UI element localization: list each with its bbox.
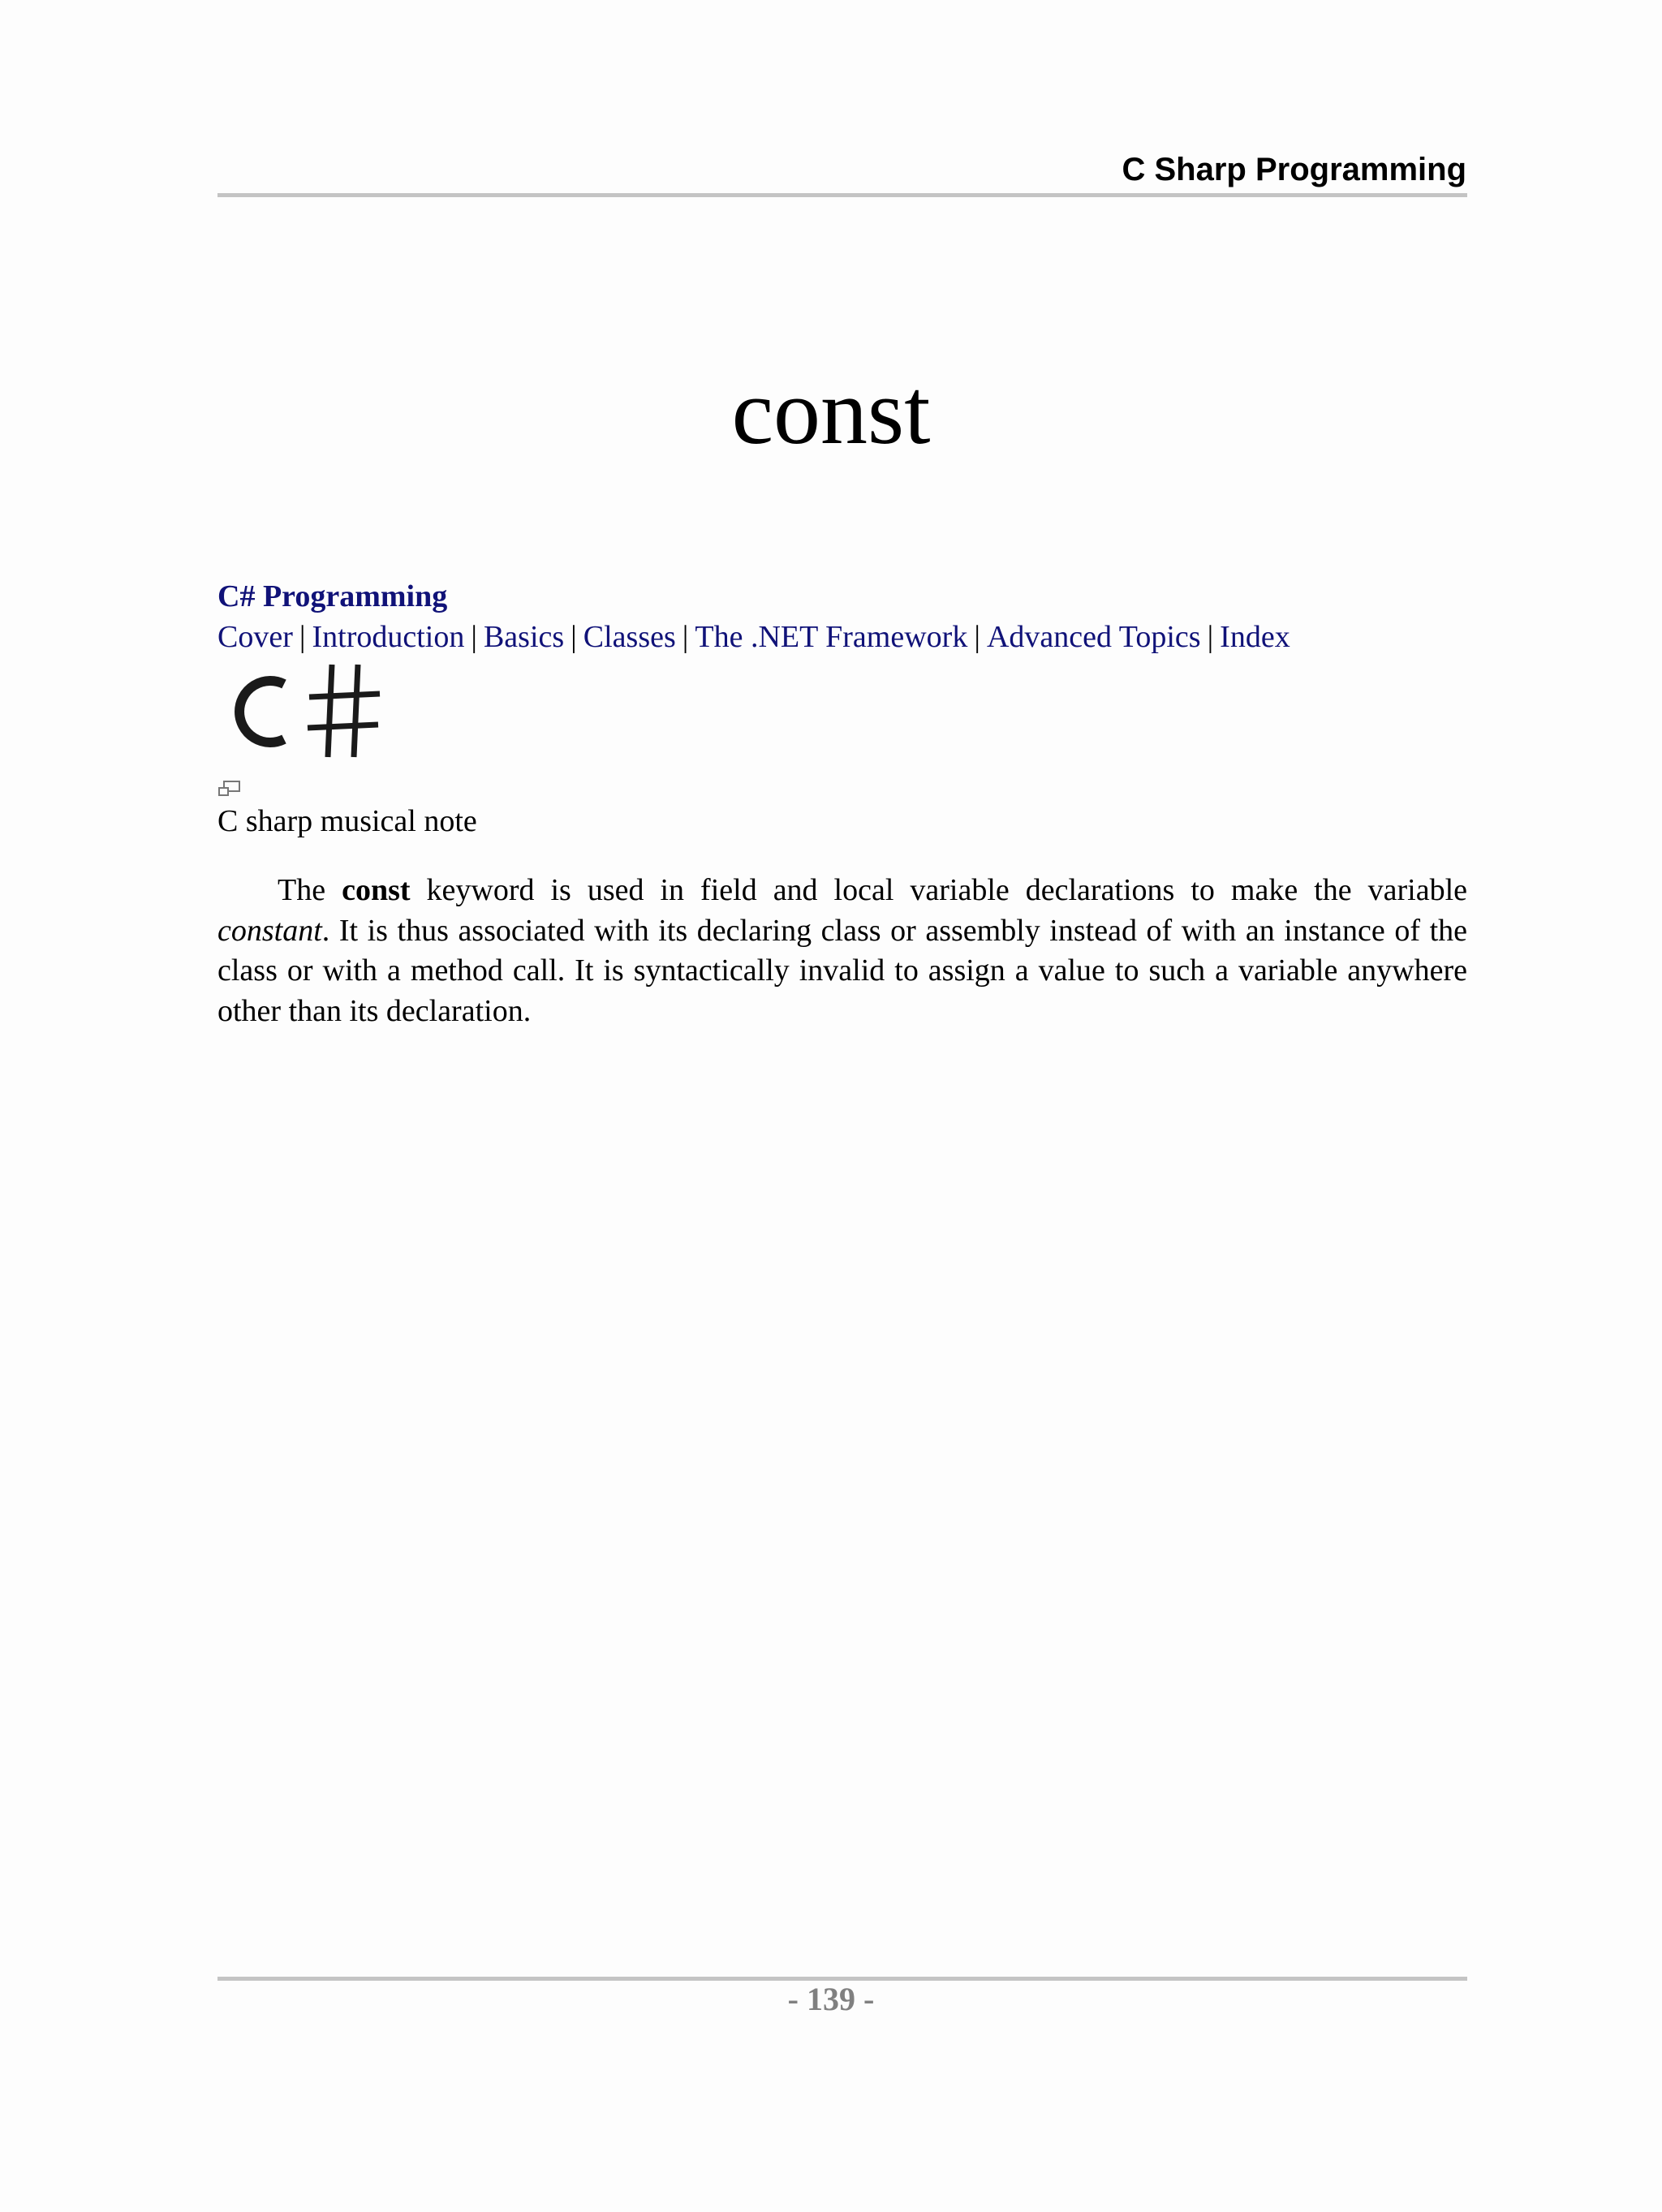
nav-link-cover[interactable]: Cover — [217, 620, 293, 654]
body-text-intro: The — [278, 873, 342, 907]
running-header: C Sharp Programming — [1122, 152, 1466, 187]
figure-caption: C sharp musical note — [217, 804, 477, 838]
nav-link-advanced-topics[interactable]: Advanced Topics — [986, 620, 1201, 654]
nav-separator: | — [682, 620, 689, 654]
nav-separator: | — [1207, 620, 1214, 654]
book-navigation — [217, 576, 1467, 657]
nav-link-index[interactable]: Index — [1220, 620, 1290, 654]
body-paragraph — [217, 871, 1467, 1031]
nav-separator: | — [974, 620, 980, 654]
keyword-const: const — [342, 873, 411, 907]
nav-link-dotnet-framework[interactable]: The .NET Framework — [695, 620, 968, 654]
body-text-rest: . It is thus associated with its declaring class or assembly instead of with an instance of the class or with a method call. It is syntactically invalid to assign a value to such a variable anywhere other than its declaration. — [217, 913, 1467, 1028]
header-rule — [217, 193, 1467, 197]
nav-links — [217, 617, 1467, 657]
nav-separator: | — [471, 620, 477, 654]
chapter-title: const — [731, 359, 931, 464]
nav-title[interactable]: C# Programming — [217, 579, 448, 613]
expand-icon[interactable] — [217, 780, 242, 798]
nav-separator: | — [299, 620, 306, 654]
nav-link-introduction[interactable]: Introduction — [312, 620, 465, 654]
page-number: - 139 - — [787, 1981, 875, 2017]
c-sharp-logo-icon[interactable] — [217, 661, 388, 760]
nav-separator: | — [571, 620, 577, 654]
nav-link-basics[interactable]: Basics — [483, 620, 565, 654]
nav-link-classes[interactable]: Classes — [583, 620, 676, 654]
emphasis-constant: constant — [217, 913, 322, 948]
body-text: keyword is used in field and local variable declarations to make the variable — [410, 873, 1467, 907]
